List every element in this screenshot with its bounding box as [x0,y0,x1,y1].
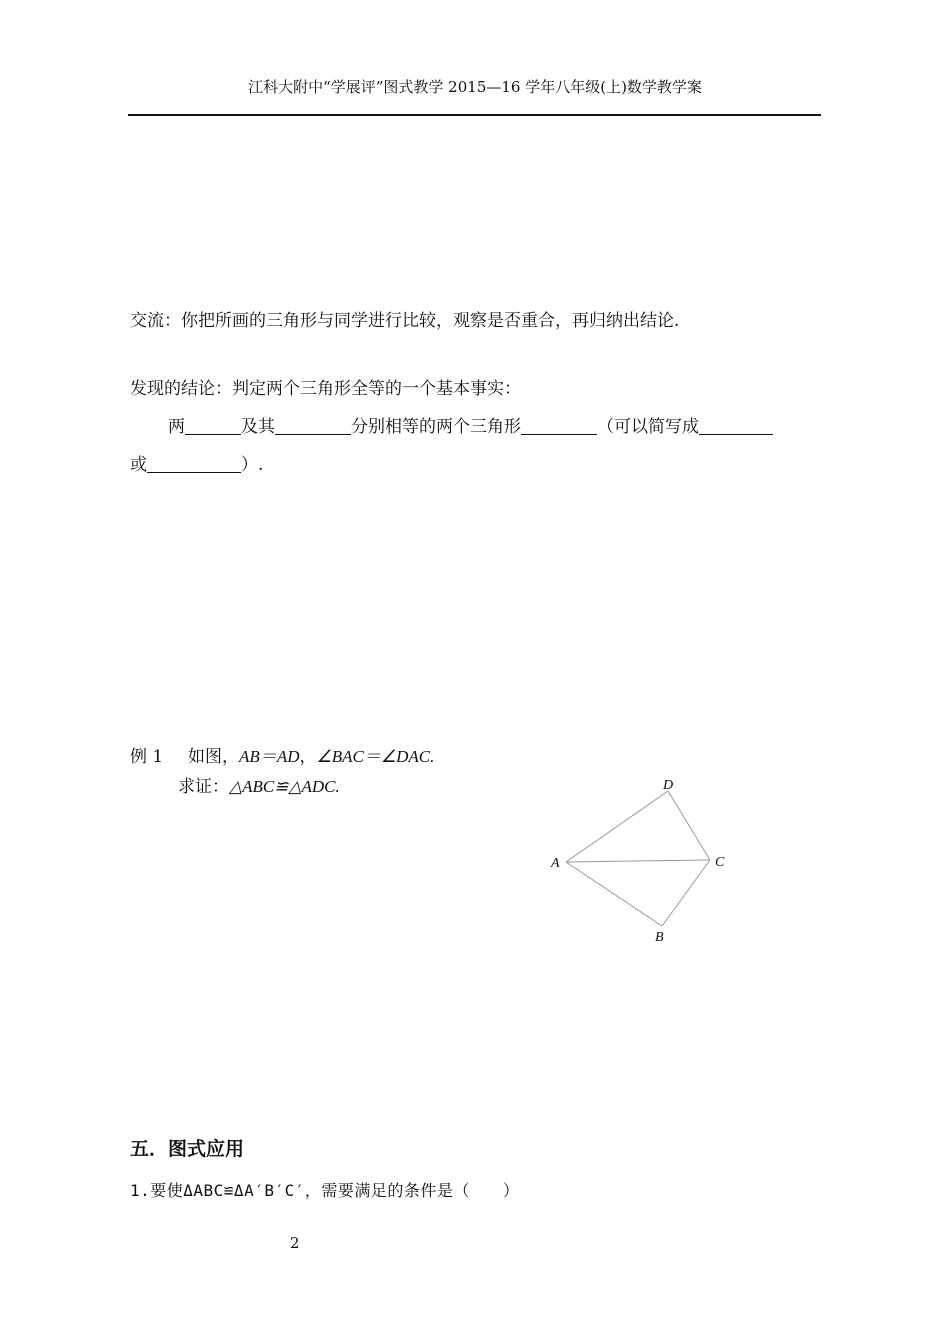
header-rule [128,114,821,116]
conclusion-line-2 [130,450,263,475]
example-lead: 如图， [188,747,240,767]
conclusion-line-1 [168,412,773,437]
conclusion-part6: ）. [241,455,264,475]
blank-5[interactable] [147,456,241,473]
blank-4[interactable] [699,418,773,435]
conclusion-part1: 两 [168,417,185,437]
page-number: 2 [290,1234,300,1252]
question-1: 1.要使ΔABC≌ΔA′B′C′，需要满足的条件是（ ） [130,1181,520,1200]
segment-DC [668,791,710,860]
example-sep: ， [299,747,317,767]
conclusion-part4: （可以简写成 [597,417,699,437]
prove-statement: △ABC≌△ADC. [229,777,340,796]
blank-1[interactable] [185,418,241,435]
blank-2[interactable] [275,418,351,435]
section-title: 五．图式应用 [130,1138,245,1160]
conclusion-part2: 及其 [241,417,275,437]
segment-AD [566,791,668,862]
conclusion-intro: 发现的结论：判定两个三角形全等的一个基本事实： [130,379,521,399]
label-A: A [551,856,560,871]
segment-AB [566,862,662,926]
page-header: 江科大附中“学展评”图式教学 2015—16 学年八年级(上)数学教学案 [248,78,702,96]
conclusion-part3: 分别相等的两个三角形 [351,417,521,437]
example-cond1: AB＝AD [239,747,300,766]
prove-line [178,772,340,797]
prove-label: 求证： [178,777,229,797]
example-line [130,742,434,767]
exchange-text: 交流：你把所画的三角形与同学进行比较，观察是否重合，再归纳出结论. [130,311,680,331]
label-D: D [663,778,674,793]
segment-BC [662,860,710,926]
segment-AC [566,860,710,862]
label-B: B [655,930,664,945]
triangle-figure [540,770,740,950]
conclusion-part5: 或 [130,455,147,475]
blank-3[interactable] [521,418,597,435]
label-C: C [715,855,725,870]
example-label: 例 1 [130,747,164,767]
example-cond2: ∠BAC＝∠DAC. [316,747,435,766]
